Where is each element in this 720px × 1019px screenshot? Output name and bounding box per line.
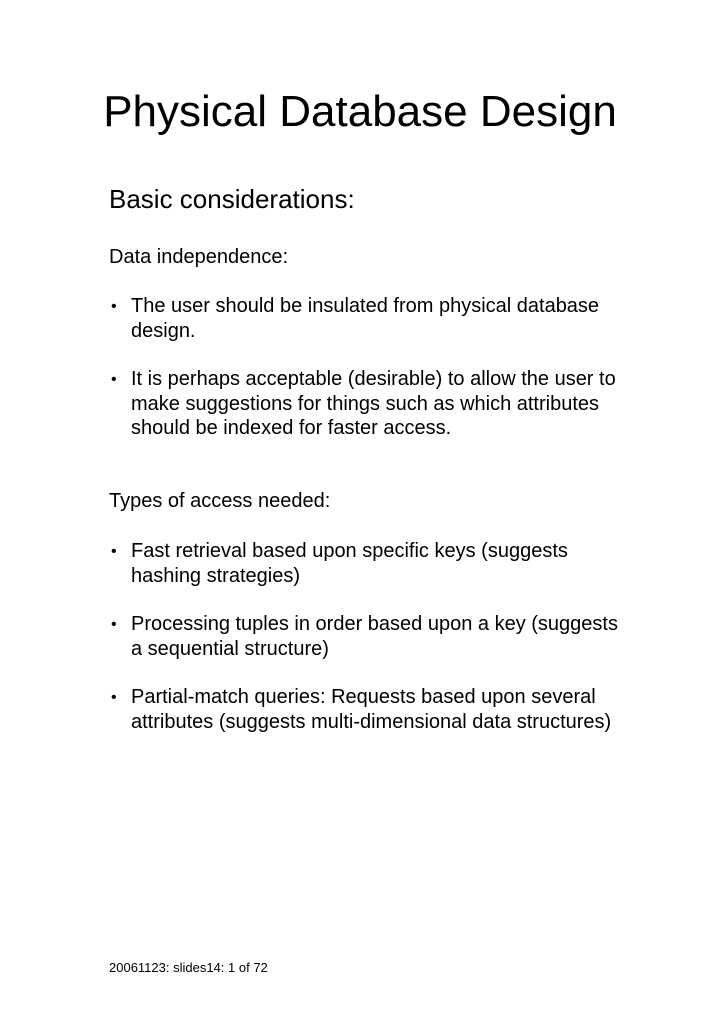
page-footer: 20061123: slides14: 1 of 72 bbox=[109, 960, 268, 975]
bullet-icon: • bbox=[111, 616, 117, 633]
data-independence-list bbox=[109, 294, 629, 441]
bullet-icon: • bbox=[111, 371, 117, 388]
list-item-text: It is perhaps acceptable (desirable) to allow the user to make suggestions for things such as which attributes should be indexed for faster access. bbox=[131, 368, 616, 439]
list-item-text: The user should be insulated from physical database design. bbox=[131, 295, 600, 342]
types-of-access-list bbox=[109, 539, 619, 734]
list-item bbox=[109, 294, 629, 343]
bullet-icon: • bbox=[111, 689, 117, 706]
bullet-icon: • bbox=[111, 543, 117, 560]
page-title: Physical Database Design bbox=[103, 87, 617, 136]
list-item bbox=[109, 539, 619, 588]
list-item-text: Processing tuples in order based upon a key (suggests a sequential structure) bbox=[131, 613, 618, 660]
bullet-icon: • bbox=[111, 298, 117, 315]
section-label-data-independence: Data independence: bbox=[109, 246, 289, 268]
section-label-types-of-access: Types of access needed: bbox=[109, 490, 331, 512]
list-item bbox=[109, 367, 629, 441]
list-item bbox=[109, 685, 619, 734]
list-item-text: Partial-match queries: Requests based upon several attributes (suggests multi-dimensional data structures) bbox=[131, 686, 612, 733]
list-item bbox=[109, 612, 619, 661]
subheading-basic-considerations: Basic considerations: bbox=[109, 184, 355, 214]
list-item-text: Fast retrieval based upon specific keys (suggests hashing strategies) bbox=[131, 540, 568, 587]
